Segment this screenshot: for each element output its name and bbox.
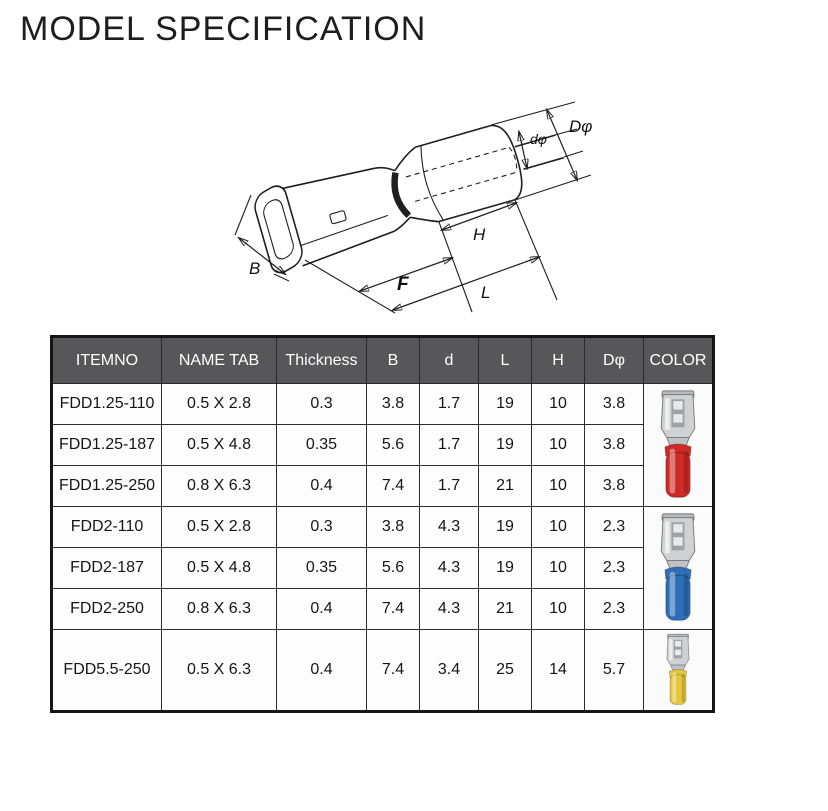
- blue-terminal-image: [651, 512, 705, 624]
- cell-b: 7.4: [367, 589, 420, 630]
- cell-d: 4.3: [420, 507, 479, 548]
- cell-h: 10: [532, 466, 585, 507]
- table-row: [52, 384, 714, 425]
- cell-itemno: FDD5.5-250: [52, 630, 162, 712]
- color-cell-red: [644, 384, 714, 507]
- terminal-outline: [250, 105, 574, 278]
- cell-itemno: FDD2-110: [52, 507, 162, 548]
- cell-b: 7.4: [367, 466, 420, 507]
- cell-thickness: 0.4: [277, 589, 367, 630]
- cell-dphi: 2.3: [585, 548, 644, 589]
- cell-itemno: FDD1.25-110: [52, 384, 162, 425]
- yellow-terminal-image: [660, 633, 696, 707]
- table-header-row: [52, 337, 714, 384]
- cell-dphi: 3.8: [585, 466, 644, 507]
- label-length-l: L: [481, 283, 491, 302]
- cell-b: 5.6: [367, 548, 420, 589]
- color-cell-blue: [644, 507, 714, 630]
- label-width-b: B: [249, 259, 261, 278]
- cell-l: 19: [479, 384, 532, 425]
- cell-b: 3.8: [367, 507, 420, 548]
- color-cell-yellow: [644, 630, 714, 712]
- table-row: [52, 630, 714, 712]
- cell-d: 3.4: [420, 630, 479, 712]
- cell-name-tab: 0.8 X 6.3: [162, 466, 277, 507]
- cell-d: 1.7: [420, 384, 479, 425]
- cell-d: 1.7: [420, 425, 479, 466]
- table-row: [52, 589, 714, 630]
- table-row: [52, 425, 714, 466]
- cell-d: 4.3: [420, 589, 479, 630]
- cell-h: 10: [532, 425, 585, 466]
- cell-b: 3.8: [367, 384, 420, 425]
- cell-dphi: 5.7: [585, 630, 644, 712]
- table-row: [52, 466, 714, 507]
- specification-table: [50, 335, 715, 713]
- cell-l: 21: [479, 466, 532, 507]
- label-length-f: F: [397, 274, 409, 295]
- cell-l: 21: [479, 589, 532, 630]
- cell-itemno: FDD1.25-250: [52, 466, 162, 507]
- cell-h: 10: [532, 589, 585, 630]
- header-b: B: [367, 337, 420, 384]
- cell-thickness: 0.3: [277, 384, 367, 425]
- page-title: MODEL SPECIFICATION: [20, 10, 427, 48]
- cell-thickness: 0.3: [277, 507, 367, 548]
- cell-l: 19: [479, 425, 532, 466]
- cell-itemno: FDD2-250: [52, 589, 162, 630]
- cell-dphi: 3.8: [585, 384, 644, 425]
- cell-itemno: FDD1.25-187: [52, 425, 162, 466]
- cell-thickness: 0.4: [277, 630, 367, 712]
- cell-h: 10: [532, 384, 585, 425]
- cell-b: 5.6: [367, 425, 420, 466]
- header-name-tab: NAME TAB: [162, 337, 277, 384]
- cell-name-tab: 0.5 X 2.8: [162, 384, 277, 425]
- cell-h: 10: [532, 507, 585, 548]
- cell-h: 10: [532, 548, 585, 589]
- cell-thickness: 0.4: [277, 466, 367, 507]
- cell-l: 19: [479, 507, 532, 548]
- cell-thickness: 0.35: [277, 425, 367, 466]
- terminal-dimension-diagram: [225, 82, 825, 327]
- cell-dphi: 2.3: [585, 507, 644, 548]
- cell-itemno: FDD2-187: [52, 548, 162, 589]
- cell-d: 4.3: [420, 548, 479, 589]
- cell-h: 14: [532, 630, 585, 712]
- cell-thickness: 0.35: [277, 548, 367, 589]
- header-h: H: [532, 337, 585, 384]
- cell-name-tab: 0.5 X 6.3: [162, 630, 277, 712]
- header-dphi: Dφ: [585, 337, 644, 384]
- table-row: [52, 507, 714, 548]
- table-row: [52, 548, 714, 589]
- cell-dphi: 3.8: [585, 425, 644, 466]
- header-color: COLOR: [644, 337, 714, 384]
- cell-dphi: 2.3: [585, 589, 644, 630]
- header-itemno: ITEMNO: [52, 337, 162, 384]
- label-length-h: H: [473, 225, 486, 244]
- cell-name-tab: 0.5 X 4.8: [162, 548, 277, 589]
- cell-b: 7.4: [367, 630, 420, 712]
- cell-name-tab: 0.8 X 6.3: [162, 589, 277, 630]
- label-outer-diameter: Dφ: [569, 117, 593, 136]
- cell-name-tab: 0.5 X 2.8: [162, 507, 277, 548]
- header-d: d: [420, 337, 479, 384]
- cell-name-tab: 0.5 X 4.8: [162, 425, 277, 466]
- label-inner-diameter: dφ: [530, 131, 547, 147]
- header-l: L: [479, 337, 532, 384]
- cell-d: 1.7: [420, 466, 479, 507]
- red-terminal-image: [651, 389, 705, 501]
- cell-l: 19: [479, 548, 532, 589]
- header-thickness: Thickness: [277, 337, 367, 384]
- cell-l: 25: [479, 630, 532, 712]
